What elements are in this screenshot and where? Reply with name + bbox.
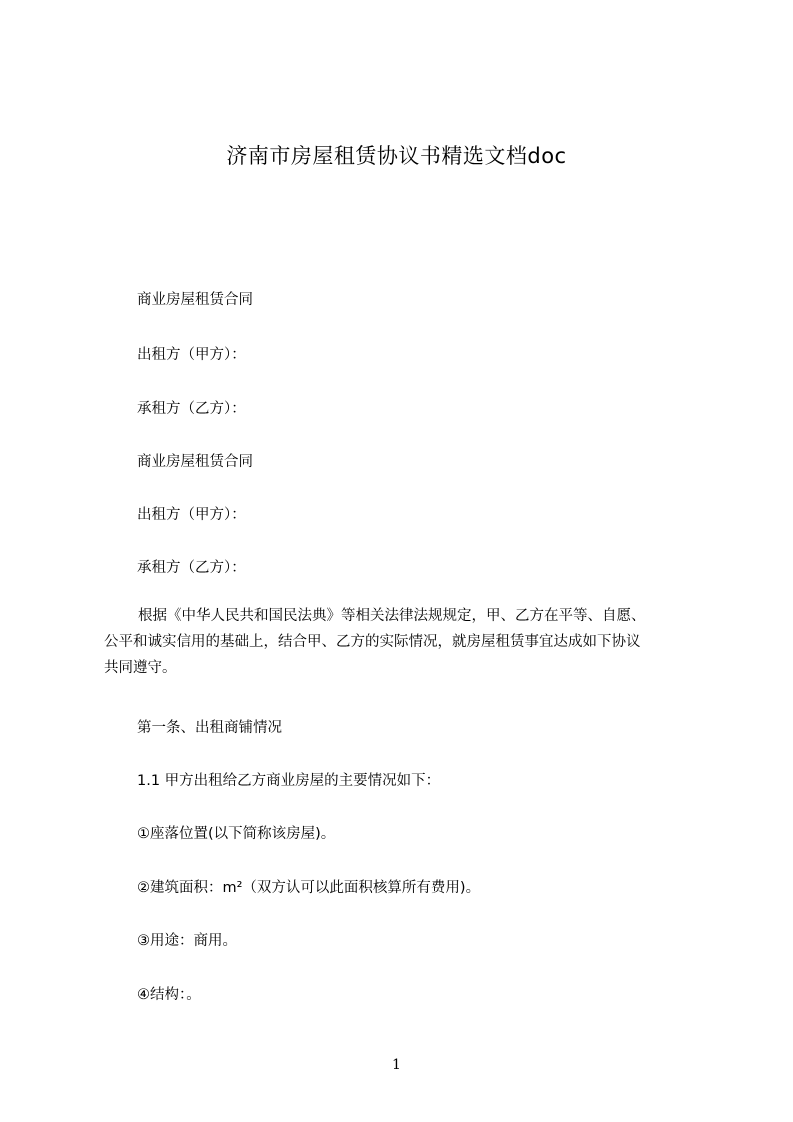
clause-item-area: ②建筑面积：m²（双方认可以此面积核算所有费用)。 — [137, 880, 481, 896]
clause-item-usage: ③用途：商用。 — [137, 933, 237, 949]
contract-heading: 商业房屋租赁合同 — [137, 292, 253, 308]
preamble-line-1: 根据《中华人民共和国民法典》等相关法律法规规定，甲、乙方在平等、自愿、 — [138, 608, 646, 624]
preamble-line-3: 共同遵守。 — [104, 660, 177, 676]
preamble-line-2: 公平和诚实信用的基础上，结合甲、乙方的实际情况，就房屋租赁事宜达成如下协议 — [104, 634, 641, 650]
lessor-label-repeat: 出租方（甲方）： — [137, 507, 246, 523]
page-number: 1 — [392, 1057, 401, 1073]
lessor-label: 出租方（甲方）： — [137, 347, 246, 363]
section-heading: 第一条、出租商铺情况 — [137, 720, 282, 736]
clause-item-structure: ④结构：。 — [137, 987, 201, 1003]
lessee-label: 承租方（乙方）： — [137, 401, 246, 417]
preamble-paragraph — [104, 603, 704, 681]
lessee-label-repeat: 承租方（乙方）： — [137, 560, 246, 576]
clause-1-1: 1.1 甲方出租给乙方商业房屋的主要情况如下： — [137, 773, 441, 789]
contract-heading-repeat: 商业房屋租赁合同 — [137, 454, 253, 470]
clause-item-location: ①座落位置(以下简称该房屋)。 — [137, 826, 336, 842]
document-title: 济南市房屋租赁协议书精选文档doc — [226, 144, 567, 168]
